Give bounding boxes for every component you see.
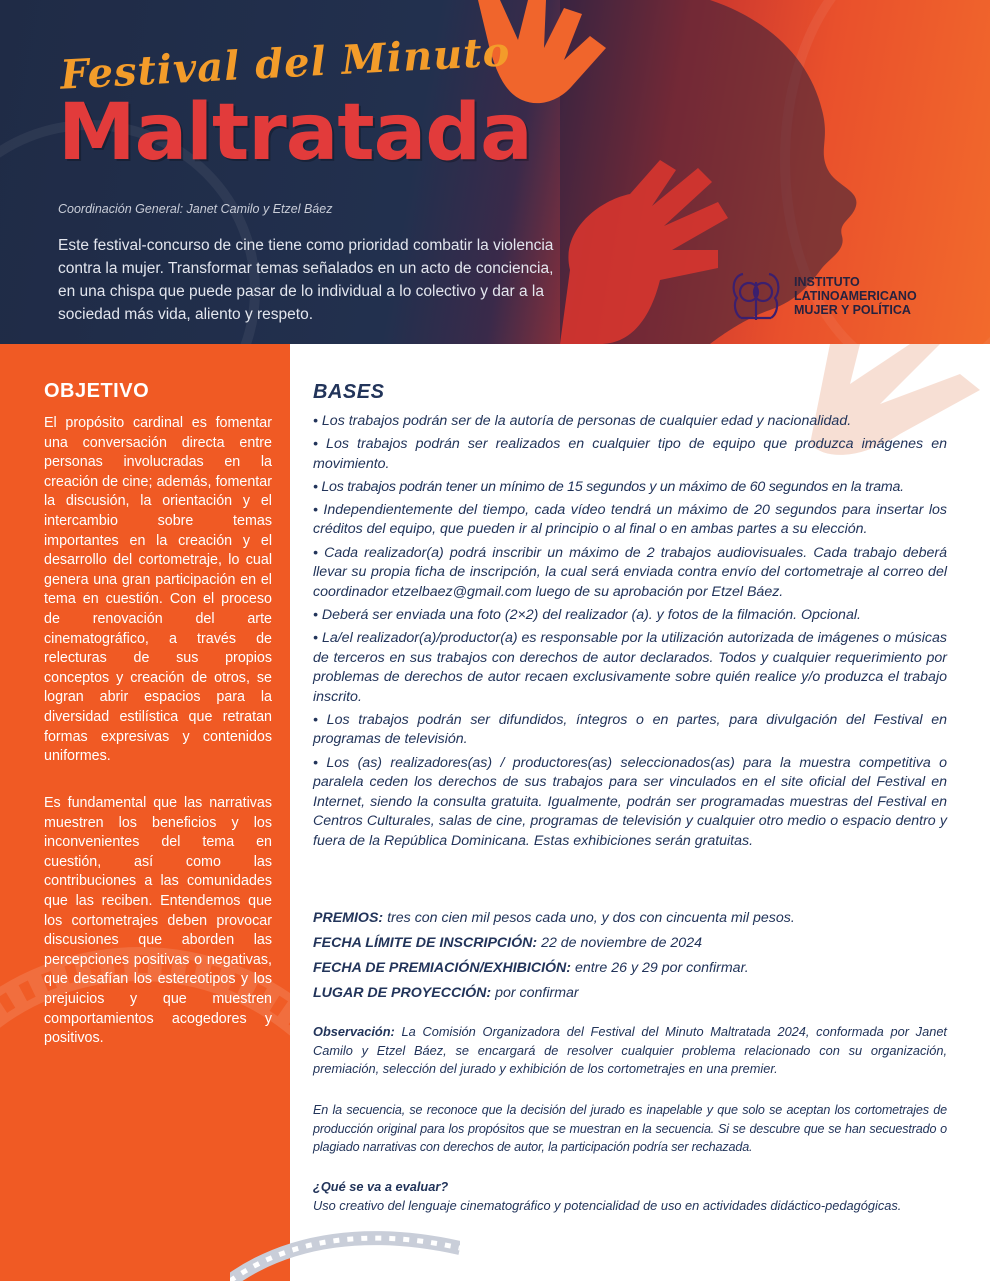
- film-strip-decoration: [230, 1218, 460, 1281]
- evaluar-question: ¿Qué se va a evaluar?: [313, 1179, 449, 1194]
- logo-line-1: INSTITUTO: [794, 275, 860, 289]
- objetivo-heading: OBJETIVO: [44, 380, 150, 402]
- intro-text: Este festival-concurso de cine tiene como prioridad combatir la violencia contra la mujer. Transformar temas señalados en un acto de conciencia, en una chispa que puede pasar de lo individual a lo colectivo y dar a la sociedad más vida, aliento y respeto.: [58, 237, 554, 323]
- festival-title-main: Maltratada: [58, 88, 532, 178]
- objetivo-paragraph-2: Es fundamental que las narrativas muestren los beneficios y los inconvenientes del tema en cuestión, así como las contribuciones a las comunidades que las reciben. Entendemos que los cortometrajes deben provocar discusiones que aborden las percepciones positivas o negativas, que desafían los estereotipos y los prejuicios y que muestren comportamientos acogedores y positivos.: [44, 795, 272, 1047]
- bases-item: • Los (as) realizadores(as) / productores(as) seleccionados(as) para la muestra competitiva o paralela ceden los derechos de sus trabajos para ser vinculados en el site oficial del Festival en Internet, siendo la consulta gratuita. Igualmente, podrán ser programadas muestras del Festival en Centros Culturales, salas de cine, programas de televisión y cualquier otro medio o espacio dentro y fuera de la República Dominicana. Estas exhibiciones serán gratuitas.: [313, 754, 947, 849]
- evaluar-answer: Uso creativo del lenguaje cinematográfico y potencialidad de uso en actividades didáctico-pedagógicas.: [313, 1197, 902, 1213]
- institute-name: [794, 275, 917, 317]
- fecha-premiacion-label: FECHA DE PREMIACIÓN/EXHIBICIÓN:: [313, 960, 572, 976]
- bases-item: • Cada realizador(a) podrá inscribir un máximo de 2 trabajos audiovisuales. Cada trabajo deberá llevar su propia ficha de inscripción, la cual será enviada contra envío del cortometraje al correo del coordinador etzelbaez@gmail.com luego de su aprobación por Etzel Báez.: [313, 544, 947, 600]
- premios-value: tres con cien mil pesos cada uno, y dos con cincuenta mil pesos.: [383, 910, 795, 926]
- objetivo-column: [0, 344, 290, 1281]
- bases-item: • Los trabajos podrán ser difundidos, íntegros o en partes, para divulgación del Festival en programas de televisión.: [313, 711, 947, 748]
- lugar-line: [313, 981, 947, 1006]
- festival-details: [313, 906, 947, 1006]
- premios-label: PREMIOS:: [313, 910, 384, 926]
- bases-item: • La/el realizador(a)/productor(a) es responsable por la utilización autorizada de imágenes o músicas de terceros en sus trabajos con derechos de autor declarados. Todos y cualquier requerimiento por problemas de derechos de autor recaen exclusivamente sobre quién realice y/o produzca el trabajo inscrito.: [313, 629, 947, 705]
- institute-logo: [727, 268, 917, 324]
- evaluar-section: [313, 1178, 947, 1215]
- premios-line: [313, 906, 947, 931]
- women-faces-logo-icon: [727, 268, 785, 324]
- coordination-credit: Coordinación General: Janet Camilo y Etzel Báez: [58, 202, 333, 216]
- bases-item: • Los trabajos podrán ser realizados en cualquier tipo de equipo que produzca imágenes en movimiento.: [313, 436, 947, 472]
- lugar-label: LUGAR DE PROYECCIÓN:: [313, 985, 492, 1001]
- bases-heading: BASES: [313, 381, 385, 403]
- fecha-premiacion-value: entre 26 y 29 por confirmar.: [571, 960, 749, 976]
- observacion-text: La Comisión Organizadora del Festival del Minuto Maltratada 2024, conformada por Janet Camilo y Etzel Báez, se encargará de resolver cualquier problema relacionado con su organización, premiación, selección del jurado y exhibición de los cortometrajes en una premier.: [313, 1024, 947, 1076]
- logo-line-2: LATINOAMERICANO: [794, 289, 917, 303]
- fecha-premiacion-line: [313, 956, 947, 981]
- bases-item: • Los trabajos podrán ser de la autoría de personas de cualquier edad y nacionalidad.: [313, 413, 852, 429]
- secuencia-paragraph: En la secuencia, se reconoce que la decisión del jurado es inapelable y que solo se aceptan los cortometrajes de producción original para los propósitos que se muestran en la secuencia. Si se descubre que se han secuestrado o plagiado narrativas con derechos de autor, la participación podría ser rechazada.: [313, 1103, 947, 1154]
- header-banner: [0, 0, 990, 344]
- festival-title-script: Festival del Minuto: [59, 28, 512, 99]
- bases-item: • Los trabajos podrán tener un mínimo de 15 segundos y un máximo de 60 segundos en la trama.: [313, 478, 904, 495]
- bases-item: • Deberá ser enviada una foto (2×2) del realizador (a). y fotos de la filmación. Opcional.: [313, 606, 861, 623]
- fecha-limite-value: 22 de noviembre de 2024: [537, 935, 702, 951]
- bases-list: [313, 412, 947, 855]
- fecha-limite-label: FECHA LÍMITE DE INSCRIPCIÓN:: [313, 935, 538, 951]
- lugar-value: por confirmar: [491, 985, 579, 1001]
- fecha-limite-line: [313, 931, 947, 956]
- objetivo-paragraph-1: El propósito cardinal es fomentar una conversación directa entre personas involucradas en la creación de cine; además, fomentar la discusión, la orientación y el intercambio sobre temas importantes en la creación y el desarrollo del cortometraje, lo cual genera una gran participación en el tema en cuestión. Con el proceso de renovación del arte cinematográfico, a través de relecturas de sus propios conceptos y creación de otros, se logran abrir espacios para la diversidad estilística que retratan formas expresivas y contenidos uniformes.: [44, 415, 272, 765]
- observacion-label: Observación:: [313, 1024, 395, 1039]
- red-hand-icon: [540, 150, 740, 344]
- observacion-paragraph: [313, 1023, 947, 1079]
- bases-item: • Independientemente del tiempo, cada vídeo tendrá un máximo de 20 segundos para insertar los créditos del equipo, que pueden ir al principio o al final o en ambas partes a su elección.: [313, 501, 947, 538]
- logo-line-3: MUJER Y POLÍTICA: [794, 303, 911, 317]
